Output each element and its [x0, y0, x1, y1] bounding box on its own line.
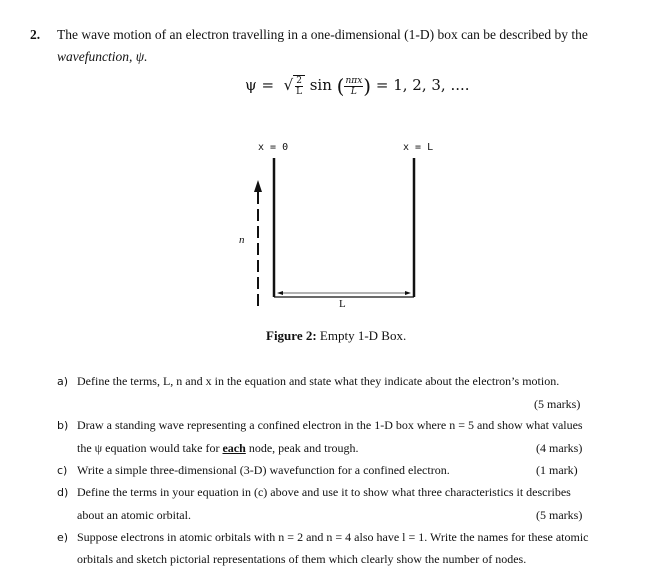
- question-intro-line1: The wave motion of an electron travelling in a one-dimensional (1-D) box can be described by the: [57, 27, 588, 42]
- length-label: L: [339, 298, 346, 310]
- part-c-marks: (1 mark): [536, 463, 578, 477]
- part-b: b) Draw a standing wave representing a confined electron in the 1-D box where n = 5 and show what values: [57, 418, 583, 432]
- part-d: d) Define the terms in your equation in (c) above and use it to show what three characteristics it describes: [57, 485, 571, 499]
- sqrt-numerator: 2: [296, 75, 302, 86]
- arg-denominator: L: [350, 86, 357, 97]
- dimension-arrow-right: [405, 291, 411, 295]
- part-a-marks: (5 marks): [534, 397, 581, 411]
- arg-numerator: nπx: [345, 75, 363, 86]
- n-axis-label: n: [239, 234, 245, 246]
- figure-caption: Figure 2: Empty 1-D Box.: [266, 328, 407, 343]
- part-d-line2: about an atomic orbital.: [77, 508, 191, 522]
- part-e-line2: orbitals and sketch pictorial representations of them which clearly show the number of nodes.: [77, 552, 527, 566]
- part-a: a) Define the terms, L, n and x in the equation and state what they indicate about the electron’s motion.: [57, 374, 560, 388]
- part-b-line2: the ψ equation would take for each node, peak and trough.: [77, 441, 359, 455]
- sin-function: sin: [309, 76, 332, 94]
- part-d-marks: (5 marks): [536, 508, 583, 522]
- question-intro-line2: wavefunction, ψ.: [57, 49, 148, 64]
- part-c: c) Write a simple three-dimensional (3-D) wavefunction for a confined electron.: [57, 463, 450, 477]
- wavefunction-equation: ψ = √ $\frac{2}{L}$ sin ( $\frac{\text{nπx}}{L}$ ) = 1, 2, 3, ....: [245, 74, 470, 98]
- sqrt-denominator: L: [296, 86, 303, 97]
- n-axis-arrowhead: [254, 180, 262, 192]
- equation-rhs: = 1, 2, 3, ....: [375, 76, 470, 94]
- dimension-arrow-left: [277, 291, 283, 295]
- part-e: e) Suppose electrons in atomic orbitals with n = 2 and n = 4 also have l = 1. Write the names for these atomic: [57, 530, 589, 544]
- equation-lhs: ψ =: [245, 76, 275, 94]
- question-number: 2.: [30, 27, 41, 42]
- xL-label: x = L: [403, 142, 434, 153]
- part-b-marks: (4 marks): [536, 441, 583, 455]
- x0-label: x = 0: [258, 142, 289, 153]
